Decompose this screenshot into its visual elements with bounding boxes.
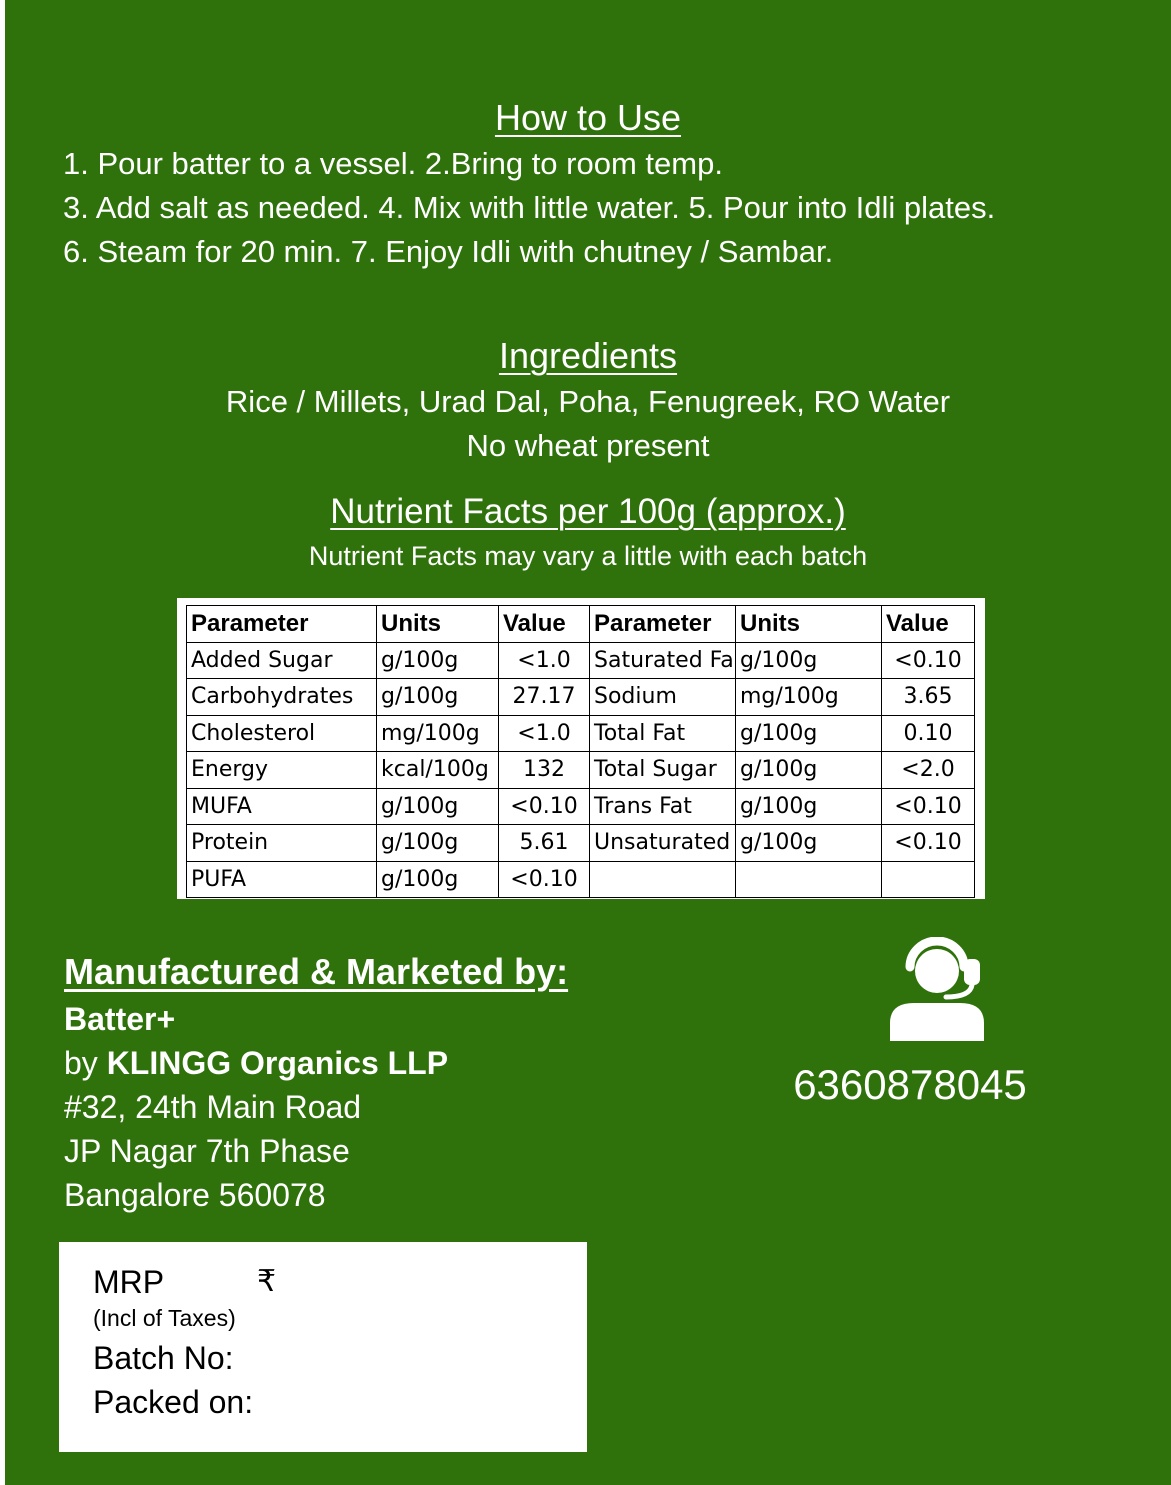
value-cell: <2.0 — [882, 752, 975, 789]
nutrient-table-container — [177, 598, 985, 899]
customer-support-icon — [882, 937, 992, 1042]
company-prefix: by — [64, 1045, 107, 1081]
units-cell: g/100g — [736, 715, 882, 752]
units-cell — [736, 861, 882, 898]
parameter-cell: Sodium — [590, 679, 736, 716]
brand-name: Batter+ — [64, 1001, 176, 1037]
nutrient-facts-heading: Nutrient Facts per 100g (approx.) — [330, 492, 846, 531]
address-line-3: Bangalore 560078 — [64, 1177, 326, 1213]
how-to-use-line-3: 6. Steam for 20 min. 7. Enjoy Idli with chutney / Sambar. — [63, 234, 834, 269]
ingredients-list: Rice / Millets, Urad Dal, Poha, Fenugreek, RO Water — [225, 384, 951, 419]
company-line — [64, 1041, 448, 1085]
value-cell: <0.10 — [499, 788, 590, 825]
address-line-1: #32, 24th Main Road — [64, 1089, 362, 1125]
parameter-cell: Energy — [187, 752, 377, 789]
nutrient-table-header-row — [187, 606, 975, 643]
taxes-note: (Incl of Taxes) — [93, 1305, 236, 1331]
parameter-cell: Protein — [187, 825, 377, 862]
value-cell: <0.10 — [882, 788, 975, 825]
units-cell: kcal/100g — [377, 752, 499, 789]
table-row — [187, 861, 975, 898]
units-cell: g/100g — [377, 679, 499, 716]
units-cell: g/100g — [736, 825, 882, 862]
table-row — [187, 788, 975, 825]
value-cell: 3.65 — [882, 679, 975, 716]
parameter-cell: Unsaturated — [590, 825, 736, 862]
value-cell: 27.17 — [499, 679, 590, 716]
units-cell: g/100g — [736, 642, 882, 679]
value-cell: 0.10 — [882, 715, 975, 752]
nutrient-table — [186, 605, 975, 898]
product-label-panel — [5, 0, 1171, 1485]
ingredients-heading: Ingredients — [498, 335, 678, 376]
how-to-use-line-1: 1. Pour batter to a vessel. 2.Bring to room temp. — [63, 146, 723, 181]
units-cell: mg/100g — [736, 679, 882, 716]
units-cell: g/100g — [377, 788, 499, 825]
parameter-cell: Saturated Fa — [590, 642, 736, 679]
value-cell — [882, 861, 975, 898]
no-wheat-note: No wheat present — [466, 428, 710, 463]
address-line-2: JP Nagar 7th Phase — [64, 1133, 350, 1169]
rupee-symbol: ₹ — [257, 1264, 277, 1299]
units-cell: g/100g — [377, 861, 499, 898]
parameter-cell: Carbohydrates — [187, 679, 377, 716]
batch-no-label: Batch No: — [93, 1340, 234, 1376]
column-header-parameter: Parameter — [187, 606, 377, 643]
value-cell: <1.0 — [499, 715, 590, 752]
parameter-cell: PUFA — [187, 861, 377, 898]
packed-on-label: Packed on: — [93, 1384, 254, 1420]
column-header-units: Units — [377, 606, 499, 643]
value-cell: 5.61 — [499, 825, 590, 862]
parameter-cell: Total Sugar — [590, 752, 736, 789]
value-cell: 132 — [499, 752, 590, 789]
table-row — [187, 642, 975, 679]
support-phone-number[interactable]: 6360878045 — [793, 1061, 1027, 1108]
units-cell: mg/100g — [377, 715, 499, 752]
parameter-cell: Total Fat — [590, 715, 736, 752]
column-header-units: Units — [736, 606, 882, 643]
column-header-value: Value — [882, 606, 975, 643]
column-header-value: Value — [499, 606, 590, 643]
units-cell: g/100g — [377, 825, 499, 862]
units-cell: g/100g — [736, 752, 882, 789]
how-to-use-heading: How to Use — [494, 97, 682, 138]
parameter-cell: Cholesterol — [187, 715, 377, 752]
company-name: KLINGG Organics LLP — [106, 1045, 449, 1081]
manufacturer-heading: Manufactured & Marketed by: — [64, 951, 569, 992]
table-row — [187, 752, 975, 789]
parameter-cell: Trans Fat — [590, 788, 736, 825]
table-row — [187, 715, 975, 752]
mrp-label: MRP — [93, 1264, 165, 1300]
units-cell: g/100g — [736, 788, 882, 825]
value-cell: <0.10 — [882, 825, 975, 862]
parameter-cell — [590, 861, 736, 898]
column-header-parameter: Parameter — [590, 606, 736, 643]
units-cell: g/100g — [377, 642, 499, 679]
value-cell: <0.10 — [882, 642, 975, 679]
value-cell: <0.10 — [499, 861, 590, 898]
nutrient-facts-subheading: Nutrient Facts may vary a little with each batch — [308, 541, 868, 571]
mrp-box — [59, 1242, 587, 1452]
table-row — [187, 679, 975, 716]
how-to-use-line-2: 3. Add salt as needed. 4. Mix with little water. 5. Pour into Idli plates. — [63, 190, 996, 225]
parameter-cell: MUFA — [187, 788, 377, 825]
parameter-cell: Added Sugar — [187, 642, 377, 679]
value-cell: <1.0 — [499, 642, 590, 679]
table-row — [187, 825, 975, 862]
